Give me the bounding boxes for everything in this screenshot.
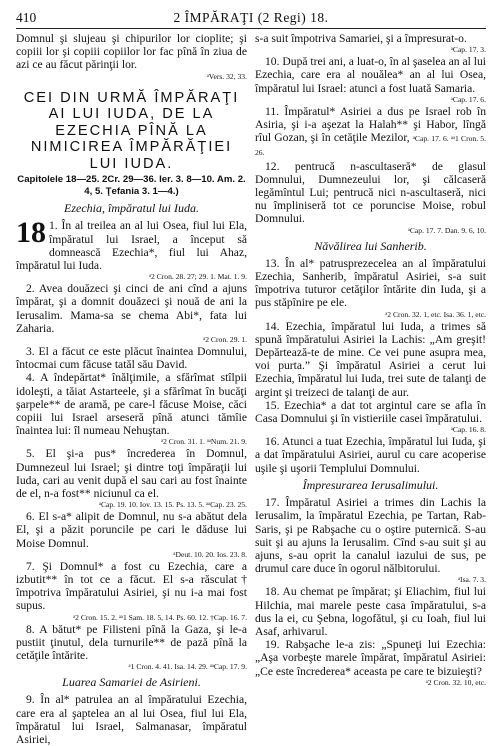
verse-19: 19. Rabşache le-a zis: „Spuneţi lui Ezechia: „Aşa vorbeşte marele împărat, împăratul Asiriei: „Ce este încrederea* aceasta pe care te bizuieşti? [255, 638, 486, 678]
verse-12: 12. pentrucă n-ascultaseră* de glasul Domnului, Dumnezeului lor, şi călcaseră legămîntul Lui; pentrucă nici n-ascultaseră, nici nu împliniseră tot ce poruncise Moise, robul Domnului. [255, 159, 486, 226]
verse-1: 18 1. În al treilea an al lui Osea, fiul lui Ela, împăratul lui Israel, a început să domnească Ezechia*, fiul lui Ahaz, împăratul lui Iuda. [16, 216, 247, 272]
left-column [16, 32, 247, 746]
two-column-body [16, 32, 486, 746]
verse-11: 11. Împăratul* Asiriei a dus pe Israel rob în Asiria, şi i-a aşezat la Halah** şi Habor, lîngă rîul Gozan, şi în cetăţile Mezilor, ᵃCap. 17. 6. ᵃᵃ1 Cron. 5. 26. [255, 104, 487, 158]
verse-8: 8. A bătut* pe Filisteni pînă la Gaza, şi le-a pustiit ţinutul, dela turnurile** de pază pînă la cetăţile întărite. [16, 622, 247, 662]
verse-17: 17. Împăratul Asiriei a trimes din Lachis la Ierusalim, la împăratul Ezechia, pe Tartan, Rab-Saris, şi pe Rabşache cu o oştire puternică. S-au suit şi au ajuns la Ierusalim. Cînd s-au suit şi au ajuns, s-au oprit la canalul iazului de sus, pe drumul care duce în ogorul nălbitorului. [255, 496, 486, 576]
verse-continuation: Domnul şi slujeau şi chipurilor lor cioplite; şi copiii lor şi copiii copiilor lor fac pînă în ziua de azi ce au făcut părinţii lor. [16, 32, 247, 72]
verse-18: 18. Au chemat pe împărat; şi Eliachim, fiul lui Hilchia, mai marele peste casa împăratului, s-a dus la ei, cu Şebna, logofătul, şi cu Ioah, fiul lui Asaf, arhivarul. [255, 585, 486, 638]
verse-continuation: s-a suit împotriva Samariei, şi a împresurat-o. [255, 32, 467, 45]
verse-6: 6. El s-a* alipit de Domnul, nu s-a abătut dela El, şi a păzit poruncile pe cari le dăduse lui Moise Domnul. [16, 510, 247, 550]
cross-reference: ᵃIsa. 7. 3. [457, 575, 486, 585]
verse-15: 15. Ezechia* a dat tot argintul care se afla în Casa Domnului şi în vistieriile casei împăratului. [255, 398, 486, 426]
right-column [255, 32, 486, 746]
verse-13: 13. În al* patrusprezecelea an al împăratului Ezechia, Sanherib, împăratul Asiriei, s-a suit împotriva tuturor cetăţilor întărite din Iuda, şi a pus stăpînire pe ele. [255, 256, 486, 310]
chapter-number: 18 [16, 216, 46, 250]
section-references: Capitolele 18—25. 2Cr. 29—36. Ier. 3. 8—10. Am. 2. 4, 5. Ţefania 3. 1—4.) [17, 174, 246, 198]
page-header [16, 8, 486, 26]
cross-reference: ᵃ2 Cron. 28. 27; 29. 1. Mat. 1. 9. [148, 272, 247, 282]
cross-reference: ᵃ2 Cron. 15. 2. ᵃᵃ1 Sam. 18. 5, 14. Ps. 60. 12. †Cap. 16. 7. [73, 612, 247, 622]
cross-reference: ᵃDeut. 10. 20. Ios. 23. 8. [173, 549, 247, 559]
cross-reference: ᵃCap. 17. 6. ᵃᵃ1 Cron. 5. 26. [255, 134, 487, 158]
subheading: Luarea Samariei de Asirieni. [62, 675, 201, 690]
section-title: CEI DIN URMĂ ÎMPĂRAŢI AI LUI IUDA, DE LA EZECHIA PÎNĂ LA NIMICIREA ÎMPĂRĂŢIEI LUI IUDA. [23, 89, 240, 172]
cross-reference: ᵃ1 Cron. 4. 41. Isa. 14. 29. ᵃᵃCap. 17. 9. [128, 662, 247, 672]
cross-reference: ᵃCap. 17. 7. Dan. 9. 6, 10. [407, 225, 486, 235]
cross-reference: ᵃCap. 19. 10. Iov. 13. 15. Ps. 13. 5. ᵃᵃCap. 23. 25. [98, 500, 247, 510]
header-rule [16, 28, 486, 29]
subheading: Împresurarea Ierusalimului. [302, 477, 439, 492]
cross-reference: ᵃ2 Cron. 31. 1. ᵃᵃNum. 21. 9. [161, 437, 247, 447]
verse-10: 10. După trei ani, a luat-o, în al şaselea an al lui Ezechia, care era al nouălea* an al lui Osea, împăratul lui Israel: atunci a fost luată Samaria. [255, 55, 486, 95]
cross-reference: ᵃCap. 16. 8. [450, 425, 486, 435]
verse-5: 5. El şi-a pus* încrederea în Domnul, Dumnezeul lui Israel; şi dintre toţi împăraţii lui Iuda, cari au venit după el sau cari au fost înainte de el, n-a fost** niciunul ca el. [16, 447, 247, 500]
cross-reference: ᵃCap. 17. 3. [450, 45, 486, 55]
verse-7: 7. Şi Domnul* a fost cu Ezechia, care a izbutit** în tot ce a făcut. El s-a răsculat† împotriva împăratului Asiriei, şi nu i-a mai fost supus. [16, 559, 247, 613]
verse-4: 4. A îndepărtat* înălţimile, a sfărîmat stîlpii idoleşti, a tăiat Astarteele, şi a sfărîmat în bucăţi şarpele** de aramă, pe care-l făcuse Moise, căci copiii lui Israel arseseră pînă atunci tămîie înaintea lui: îl numeau Nehuştan. [16, 371, 247, 438]
page-number: 410 [16, 10, 37, 25]
subheading: Ezechia, împăratul lui Iuda. [64, 201, 199, 216]
verse-2: 2. Avea douăzeci şi cinci de ani cînd a ajuns împărat, şi a domnit douăzeci şi nouă de ani la Ierusalim. Mama-sa se chema Abi*, fata lui Zaharia. [16, 282, 247, 335]
cross-reference: ᵃ2 Cron. 32. 10, etc. [425, 677, 486, 687]
verse-9: 9. În al* patrulea an al împăratului Ezechia, care era al şaptelea an al lui Osea, fiul lui Ela, împăratul lui Israel, Salmanasar, împăratul Asiriei, [16, 693, 247, 746]
verse-16: 16. Atunci a tuat Ezechia, împăratul lui Iuda, şi a dat împăratului Asiriei, aurul cu care acoperise uşile şi uşorii Templului Domnului. [255, 435, 486, 475]
running-title: 2 ÎMPĂRAŢI (2 Regi) 18. [173, 10, 329, 25]
cross-reference: ᵃCap. 17. 6. [450, 94, 486, 104]
cross-reference: ᵃ2 Cron. 32. 1, etc. Isa. 36. 1, etc. [385, 309, 486, 319]
verse-3: 3. El a făcut ce este plăcut înaintea Domnului, întocmai cum făcuse tatăl său David. [16, 344, 247, 372]
cross-reference: ᵃVers. 32, 33. [206, 71, 247, 81]
verse-14: 14. Ezechia, împăratul lui Iuda, a trimes să spună împăratului Asiriei la Lachis: „Am greşit! Depărtează-te de mine. Ce vei pune asupra mea, voi purta.” Şi împăratul Asiriei a cerut lui Ezechia, împăratul lui Iuda, trei sute de talanţi de argint şi treizeci de talanţi de aur. [255, 319, 486, 399]
cross-reference: ᵃ2 Cron. 29. 1. [203, 334, 247, 344]
subheading: Năvălirea lui Sanherib. [314, 238, 427, 253]
